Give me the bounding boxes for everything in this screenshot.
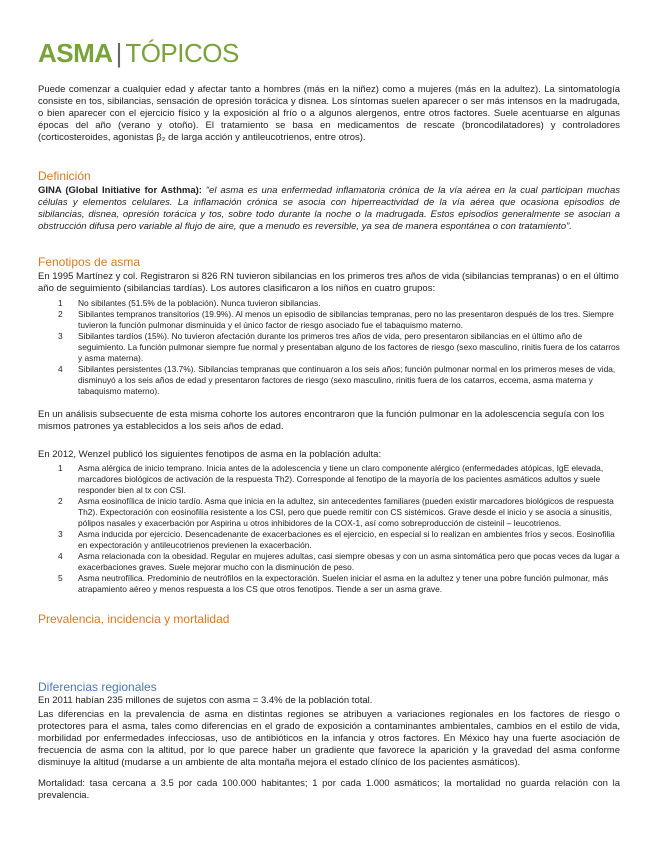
prevalencia-heading: Prevalencia, incidencia y mortalidad [38, 612, 230, 626]
definicion-heading: Definición [38, 169, 91, 183]
list-item: 1 Asma alérgica de inicio temprano. Inicia antes de la adolescencia y tiene un claro componente alérgico (enfermedades atópicas, IgE elevada, marcadores biológicos de activación de la respuesta Th2). Corresponde al fenotipo de la mayoría de los pacientes asmáticos adultos y suele responder bien al tx con CSI. [58, 463, 604, 495]
list-item: 1 No sibilantes (51.5% de la población). Nunca tuvieron sibilancias. [58, 298, 321, 308]
definicion-source: GINA (Global Initiative for Asthma): [38, 185, 202, 196]
page-title [38, 38, 239, 68]
diferencias-heading: Diferencias regionales [38, 680, 157, 694]
intro-paragraph: Puede comenzar a cualquier edad y afectar tanto a hombres (más en la niñez) como a mujeres (más en la adultez). La sintomatología consiste en tos, sibilancias, sensación de opresión torácica y disnea. Los síntomas suelen aparecer o ser más intensos en la madrugada, o bien aparecer con el ejercicio físico y la exposición al frío o a algunos alergenos, entre otros factores. Suele acentuarse en algunas épocas del año (verano y otoño). El tratamiento se basa en medicamentos de rescate (broncodilatadores) y controladores (corticosteroides, agonistas β₂ de larga acción y antileucotrienos, entre otros). [38, 84, 620, 143]
children-phenotype-list [38, 298, 620, 397]
list-item: 5 Asma neutrofílica. Predominio de neutrófilos en la expectoración. Suelen iniciar el asma en la adultez y tener una pobre función pulmonar, más atrapamiento aéreo y menos respuesta a los CS que otros fenotipos. Tiende a ser un asma grave. [58, 573, 609, 594]
wenzel-intro: En 2012, Wenzel publicó los siguientes fenotipos de asma en la población adulta: [38, 449, 382, 460]
definicion-text: “el asma es una enfermedad inflamatoria crónica de la vía aérea en la cual participan muchas células y elementos celulares. La inflamación crónica se asocia con hiperreactividad de la vía aérea que ocasiona episodios de sibilancias, disnea, opresión torácica y tos, sobre todo durante la noche o la madrugada. Estos episodios generalmente se asocian a obstrucción difusa pero variable al flujo de aire, que a menudo es reversible, ya sea de manera espontánea o con tratamiento”. [38, 185, 620, 232]
fenotipos-cohort-paragraph: En un análisis subsecuente de esta misma cohorte los autores encontraron que la función pulmonar en la adolescencia seguía con los mismos patrones ya establecidos a los seis años de edad. [38, 409, 605, 432]
fenotipos-heading: Fenotipos de asma [38, 255, 141, 269]
diferencias-paragraph: Las diferencias en la prevalencia de asma en distintas regiones se atribuyen a variaciones regionales en los factores de riesgo o protectores para el asma, tales como diferencias en el grado de exposición a contaminantes ambientales, cambios en el estilo de vida, morbilidad por enfermedades infecciosas, uso de antibióticos en la infancia y otros factores. En México hay una fuerte asociación de frecuencia de asma con la altitud, por lo que parece haber un gradiente que favorece la aparición y la gravedad del asma conforme disminuye la altitud (mudarse a un ambiente de alta montaña mejora el estado clínico de los pacientes asmáticos). [38, 709, 620, 768]
title-sub: TÓPICOS [125, 38, 239, 68]
title-main: ASMA [38, 38, 113, 68]
list-item: 3 Asma inducida por ejercicio. Desencadenante de exacerbaciones es el ejercicio, en especial si lo realizan en ambientes fríos y secos. Eosinofilia en expectoración y antileucotrienos previenen la exacerbación. [58, 529, 615, 550]
list-item: 2 Sibilantes tempranos transitorios (19.9%). Al menos un episodio de sibilancias tempranas, pero no las presentaron después de los tres. Siempre tuvieron la función pulmonar disminuida y el único factor de riesgo asociado fue el tabaquismo materno. [58, 309, 614, 330]
list-item: 4 Sibilantes persistentes (13.7%). Sibilancias tempranas que continuaron a los seis años; función pulmonar normal en los primeros meses de vida, disminuyó a los seis años de edad y presentaron factores de riesgo (sexo masculino, rinitis fuera de los catarros, eccema, asma materna y tabaquismo materno). [58, 364, 616, 396]
mortalidad-paragraph: Mortalidad: tasa cercana a 3.5 por cada 100.000 habitantes; 1 por cada 1.000 asmáticos; la mortalidad no guarda relación con la prevalencia. [38, 778, 620, 801]
diferencias-line1: En 2011 habían 235 millones de sujetos con asma = 3.4% de la población total. [38, 695, 373, 706]
list-item: 4 Asma relacionada con la obesidad. Regular en mujeres adultas, casi siempre obesas y con un asma sintomática pero que pocas veces da lugar a exacerbaciones graves. Suele mejorar mucho con la disminución de peso. [58, 551, 620, 572]
title-separator: | [115, 38, 123, 68]
fenotipos-intro: En 1995 Martínez y col. Registraron si 826 RN tuvieron sibilancias en los primeros tres años de vida (sibilancias tempranas) o en el último año de seguimiento (sibilancias tardías). Los autores clasificaron a los niños en cuatro grupos: [38, 271, 619, 294]
adult-phenotype-list [38, 463, 620, 595]
definicion-paragraph [38, 185, 620, 233]
list-item: 3 Sibilantes tardíos (15%). No tuvieron afectación durante los primeros tres años de vida, pero presentaron sibilancias en el último año de seguimiento. La función pulmonar siempre fue normal y presentaban alguno de los factores de riesgo (sexo masculino, rinitis fuera de los catarros y asma materna). [58, 331, 620, 363]
list-item: 2 Asma eosinofílica de inicio tardío. Asma que inicia en la adultez, sin antecedentes familiares (pueden existir marcadores biológicos de respuesta Th2). Expectoración con eosinofilia resistente a los CSI, pero que puede remitir con CS sistémicos. Grave desde el inicio y se asocia a sinusitis, pólipos nasales y exacerbación por Aspirina u otros inhibidores de la COX-1, así como sobreproducción de cisteinil – leucotrienos. [58, 496, 614, 528]
